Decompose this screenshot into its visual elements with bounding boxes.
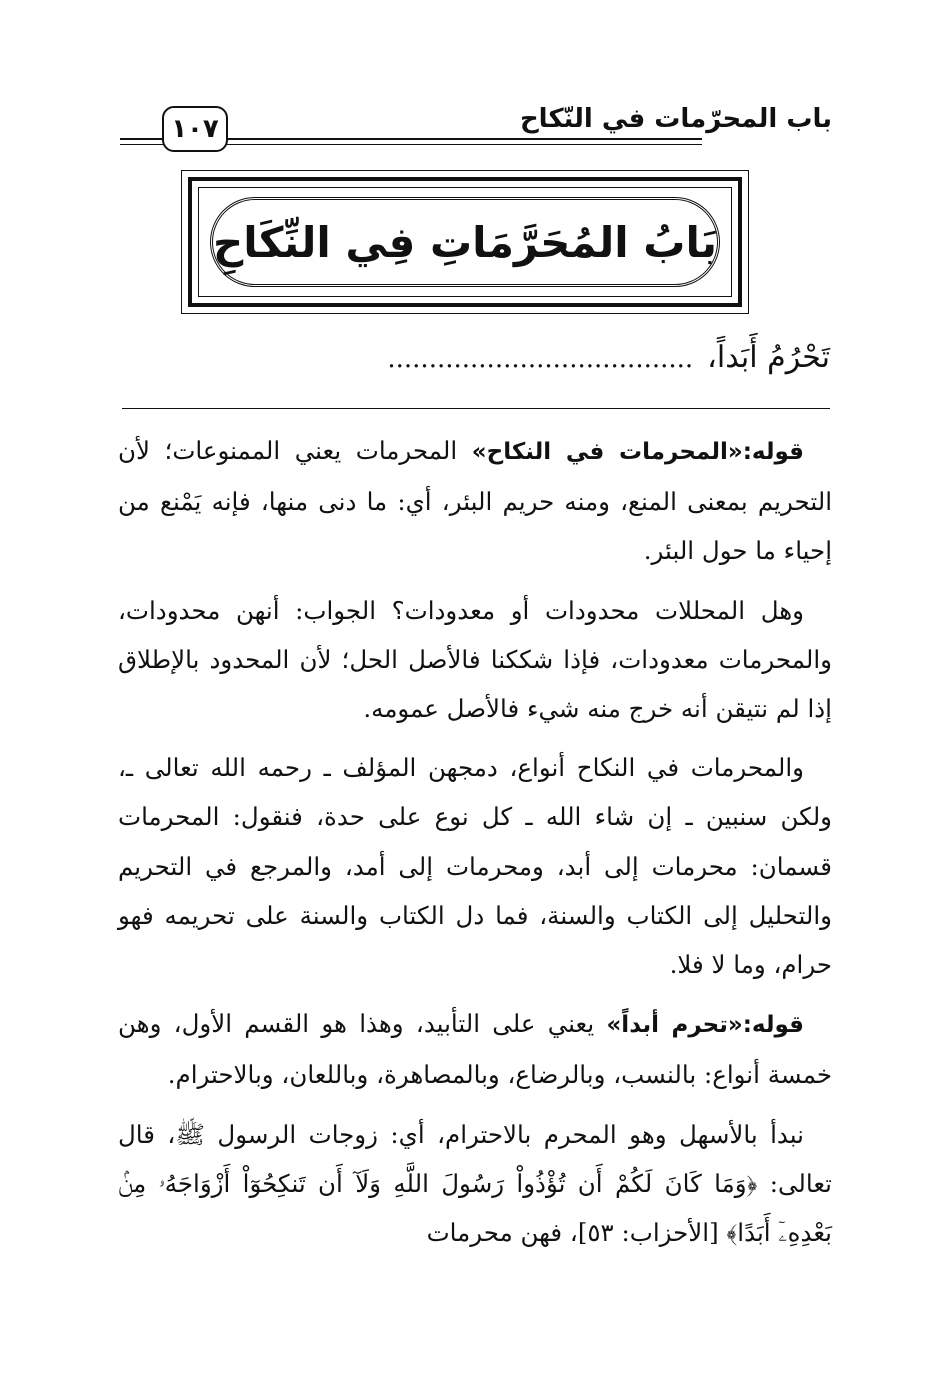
paragraph	[118, 743, 832, 989]
paragraph-text: نبدأ بالأسهل وهو المحرم بالاحترام، أي: زوجات الرسول ﷺ، قال تعالى: ﴿وَمَا كَانَ لَكُمْ أَن تُؤْذُواْ رَسُولَ اللَّهِ وَلَآ أَن تَنكِحُوٓاْ أَزْوَاجَهُۥ مِنۢ بَعْدِهِۦٓ أَبَدًا﴾ [الأحزاب: ٥٣]، فهن محرمات	[118, 1119, 832, 1248]
matn-dots: .....................................	[387, 344, 694, 374]
paragraph-text: المحرمات يعني الممنوعات؛ لأن التحريم بمعنى المنع، ومنه حريم البئر، أي: ما دنى منها، فإنه يَمْنع من إحياء ما حول البئر.	[118, 436, 832, 566]
paragraph	[118, 999, 832, 1099]
paragraph-text: وهل المحللات محدودات أو معدودات؟ الجواب: أنهن محدودات، والمحرمات معدودات، فإذا شككنا فالأصل الحل؛ لأن المحدود بالإطلاق إذا لم نتيقن أنه خرج منه شيء فالأصل عمومه.	[118, 595, 832, 724]
paragraph	[118, 586, 832, 734]
chapter-title-frame	[181, 170, 749, 314]
paragraph	[118, 426, 832, 576]
page-header	[120, 100, 832, 160]
paragraph-lead: قوله:«المحرمات في النكاح»	[471, 439, 804, 465]
running-title: باب المحرّمات في النّكاح	[519, 104, 832, 134]
matn-line	[125, 340, 830, 390]
paragraph-lead: قوله:«تحرم أبداً»	[606, 1012, 804, 1039]
title-cartouche	[210, 197, 720, 287]
chapter-title: بَابُ المُحَرَّمَاتِ فِي النِّكَاحِ	[212, 217, 718, 267]
paragraph-text: يعني على التأبيد، وهذا هو القسم الأول، وهن خمسة أنواع: بالنسب، وبالرضاع، وبالمصاهرة، وباللعان، وبالاحترام.	[118, 1009, 832, 1090]
paragraph	[118, 1110, 832, 1258]
paragraph-text: والمحرمات في النكاح أنواع، دمجهن المؤلف ـ رحمه الله تعالى ـ، ولكن سنبين ـ إن شاء الله ـ كل نوع على حدة، فنقول: المحرمات قسمان: محرمات إلى أبد، ومحرمات إلى أمد، والمرجع في التحريم والتحليل إلى الكتاب والسنة، فما دل الكتاب والسنة على تحريمه فهو حرام، وما لا فلا.	[118, 753, 832, 980]
matn-text: تَحْرُمُ أَبَداً،	[707, 340, 830, 375]
page-number: ١٠٧	[162, 106, 228, 152]
matn-divider	[122, 408, 830, 409]
commentary-body	[118, 426, 832, 1267]
